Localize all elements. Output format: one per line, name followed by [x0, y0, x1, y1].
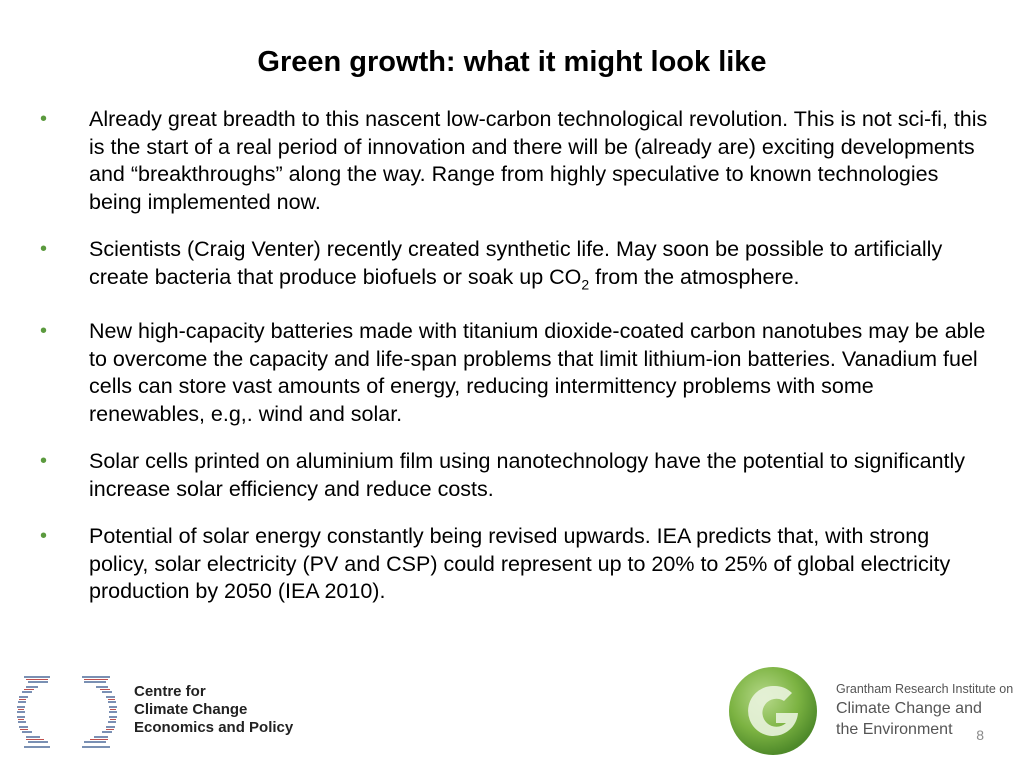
cccep-name-line: Economics and Policy: [134, 719, 294, 736]
cccep-name-line: Centre for: [134, 683, 206, 700]
cccep-name-line: Climate Change: [134, 701, 248, 718]
bullet-list: [40, 106, 990, 626]
cccep-footer: [14, 675, 314, 750]
grantham-footer: [726, 664, 1016, 759]
bullet-item: [40, 448, 990, 503]
slide-title: Green growth: what it might look like: [257, 46, 767, 78]
grantham-logo-icon: [726, 664, 821, 759]
cccep-name: [134, 683, 293, 737]
bullet-text: New high-capacity batteries made with titanium dioxide-coated carbon nanotubes may be able to overcome the capacity and life-span problems that limit lithium-ion batteries. Vanadium fuel cells can store vast amounts of energy, reducing intermittency problems with some renewables, e.g,. wind and solar.: [89, 319, 986, 426]
bullet-item: [40, 523, 990, 606]
co2-subscript: 2: [581, 275, 590, 292]
grantham-name: [836, 698, 982, 740]
bullet-text-part: Scientists (Craig Venter) recently created synthetic life. May soon be possible to artificially create bacteria that produce biofuels or soak up CO: [89, 237, 943, 289]
page-number: 8: [976, 727, 984, 743]
cccep-logo-icon: [14, 675, 119, 750]
bullet-marker: •: [40, 450, 48, 473]
bullet-marker: •: [40, 238, 48, 260]
bullet-item: [40, 318, 990, 428]
bullet-text: Solar cells printed on aluminium film using nanotechnology have the potential to significantly increase solar efficiency and reduce costs.: [89, 449, 966, 501]
bullet-item: [40, 106, 990, 216]
bullet-text: [89, 237, 943, 292]
bullet-text-part: from the atmosphere.: [589, 264, 800, 289]
bullet-item: [40, 236, 990, 298]
bullet-marker: •: [40, 525, 48, 548]
bullet-marker: •: [40, 108, 48, 130]
bullet-text: Already great breadth to this nascent low-carbon technological revolution. This is not sci-fi, this is the start of a real period of innovation and there will be (already are) exciting developments and “breakthroughs” along the way. Range from highly speculative to known technologies being implemented now.: [89, 107, 988, 214]
grantham-name-line: the Environment: [836, 721, 953, 738]
grantham-top-line: Grantham Research Institute on: [836, 682, 1014, 696]
bullet-marker: •: [40, 320, 48, 343]
bullet-text: Potential of solar energy constantly being revised upwards. IEA predicts that, with strong policy, solar electricity (PV and CSP) could represent up to 20% to 25% of global electricity production by 2050 (IEA 2010).: [89, 524, 951, 604]
grantham-name-line: Climate Change and: [836, 700, 982, 717]
